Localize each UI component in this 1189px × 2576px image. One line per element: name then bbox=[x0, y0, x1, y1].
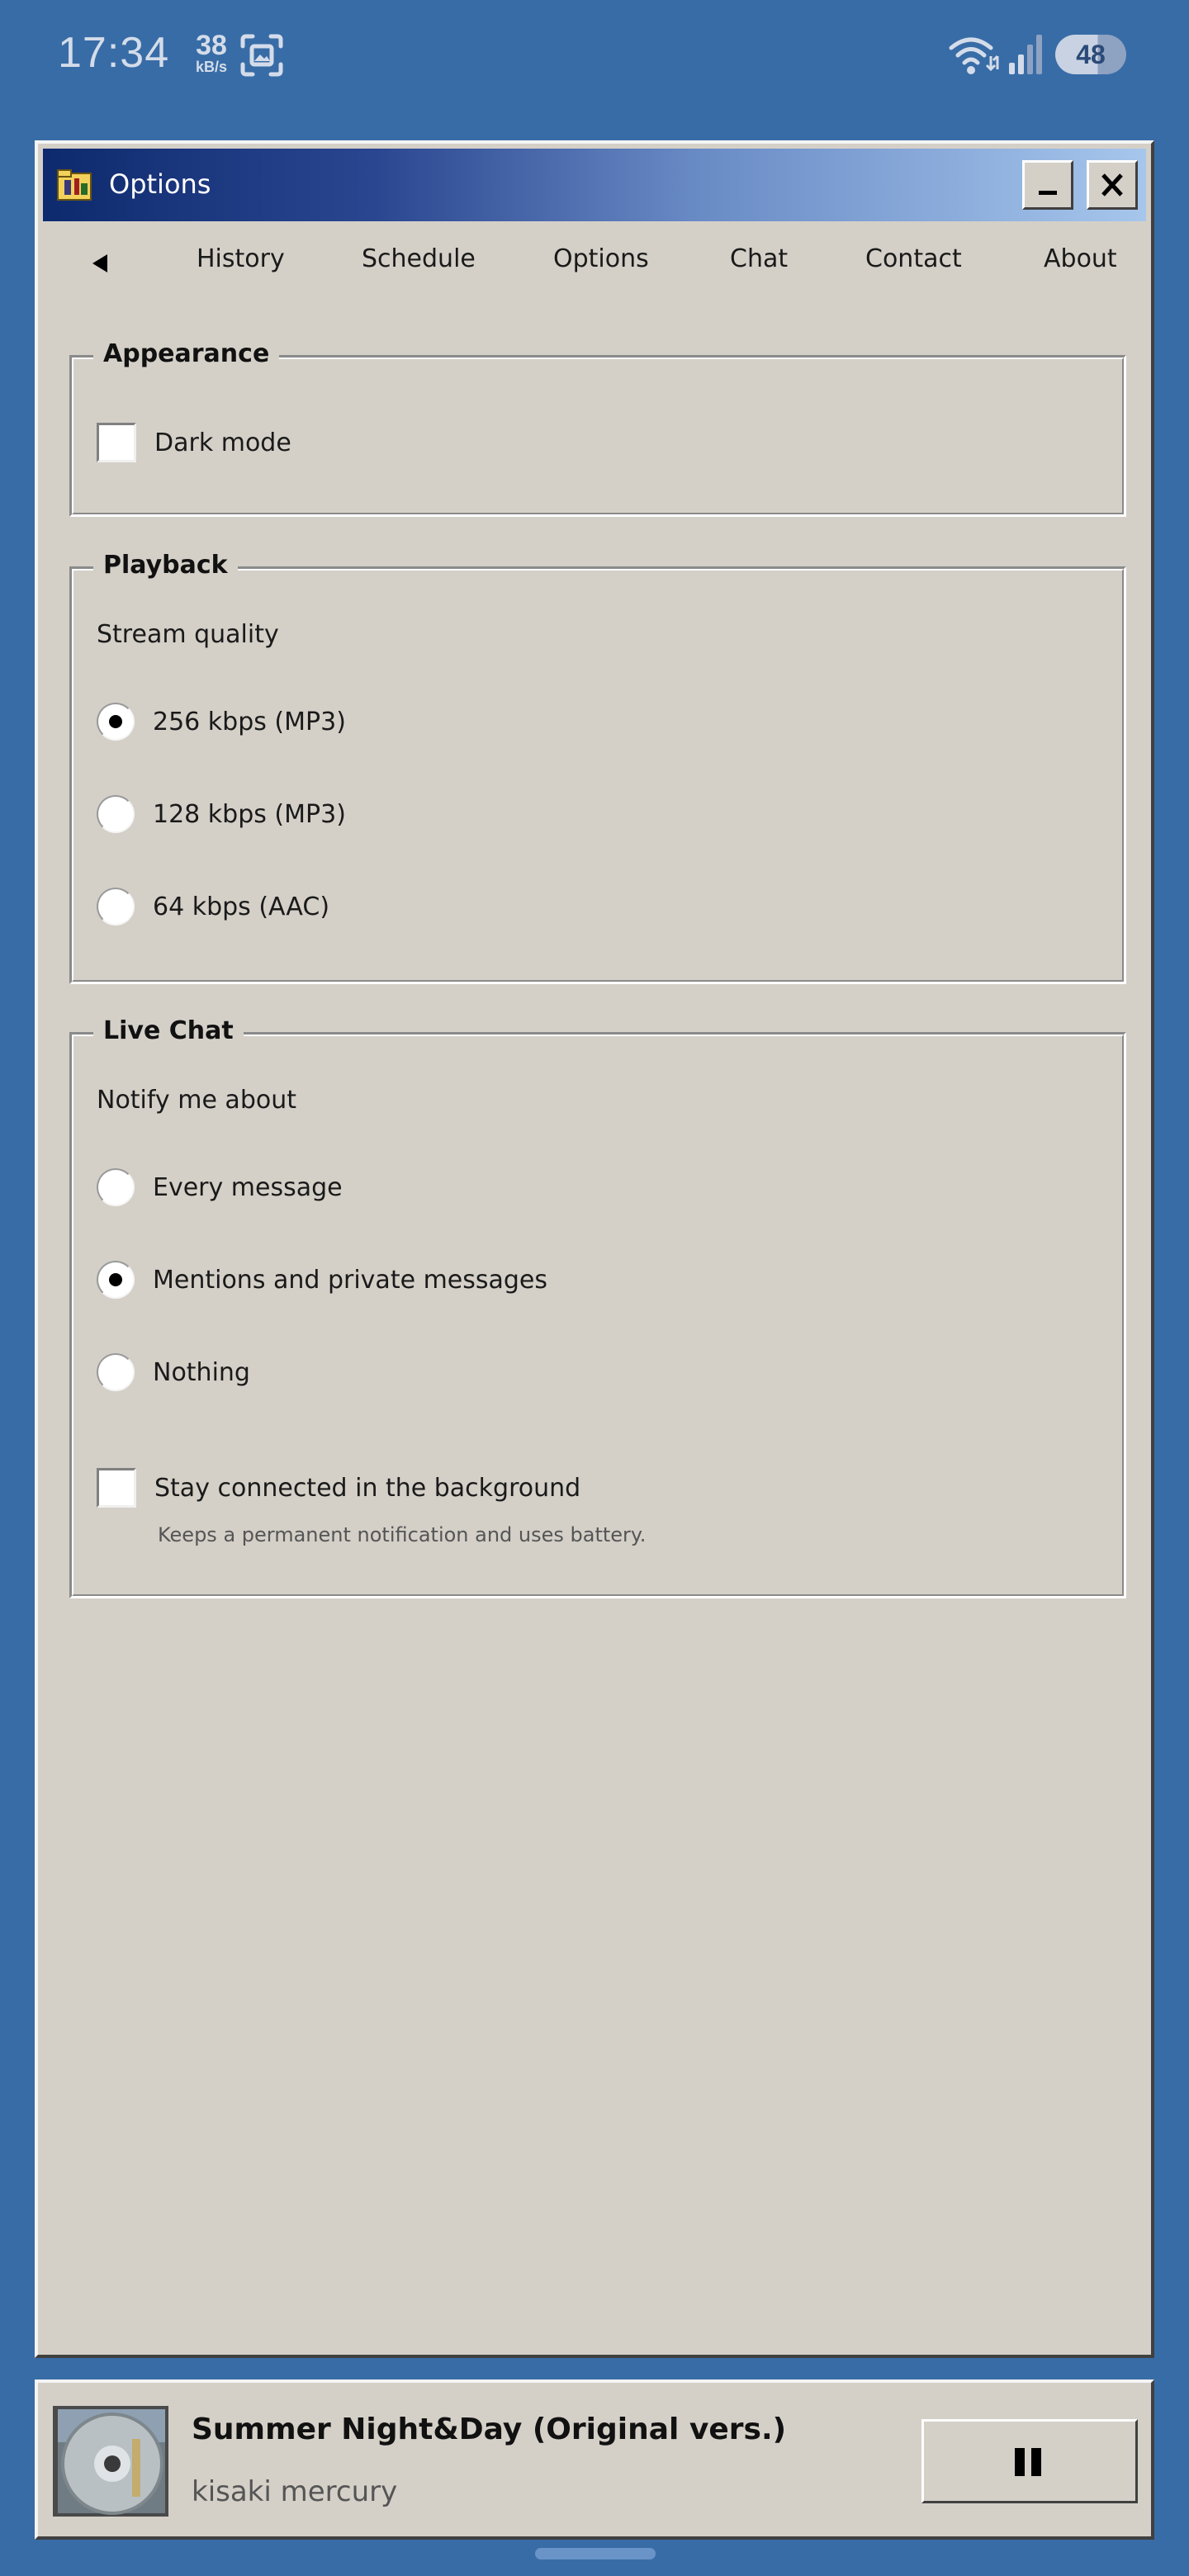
window-title: Options bbox=[109, 168, 211, 200]
quality-label-256: 256 kbps (MP3) bbox=[153, 707, 346, 736]
quality-label-128: 128 kbps (MP3) bbox=[153, 799, 346, 829]
options-window bbox=[35, 140, 1154, 2358]
pause-button[interactable] bbox=[921, 2419, 1138, 2503]
quality-radio-256[interactable] bbox=[97, 703, 135, 741]
background-connection-hint: Keeps a permanent notification and uses battery. bbox=[158, 1523, 647, 1546]
notify-radio-nothing[interactable] bbox=[97, 1353, 135, 1391]
tab-contact[interactable]: Contact bbox=[865, 244, 962, 273]
minimize-button[interactable] bbox=[1022, 160, 1073, 210]
notify-radio-mentions[interactable] bbox=[97, 1261, 135, 1299]
notify-label-nothing: Nothing bbox=[153, 1357, 250, 1387]
notify-label-mentions: Mentions and private messages bbox=[153, 1265, 548, 1295]
dark-mode-label: Dark mode bbox=[154, 428, 291, 457]
home-indicator[interactable] bbox=[535, 2548, 656, 2559]
live-chat-group bbox=[69, 1016, 1126, 1598]
background-connection-option[interactable] bbox=[97, 1467, 580, 1508]
quality-radio-64[interactable] bbox=[97, 888, 135, 926]
live-chat-legend: Live Chat bbox=[93, 1016, 244, 1045]
track-artist: kisaki mercury bbox=[192, 2475, 398, 2508]
background-connection-label: Stay connected in the background bbox=[154, 1473, 581, 1503]
quality-option-256[interactable] bbox=[97, 701, 346, 742]
background-connection-checkbox[interactable] bbox=[97, 1468, 136, 1508]
triangle-left-icon[interactable] bbox=[89, 251, 111, 276]
wifi-icon bbox=[948, 33, 1001, 78]
notify-option-every[interactable] bbox=[97, 1167, 343, 1208]
status-bar bbox=[0, 0, 1189, 116]
network-speed-unit: kB/s bbox=[195, 59, 228, 75]
network-speed bbox=[187, 31, 236, 74]
signal-icon bbox=[1007, 33, 1044, 76]
now-playing-bar bbox=[35, 2379, 1154, 2540]
minimize-icon bbox=[1025, 163, 1071, 207]
quality-radio-128[interactable] bbox=[97, 795, 135, 833]
title-bar[interactable] bbox=[43, 149, 1146, 221]
network-speed-value: 38 bbox=[196, 30, 227, 61]
playback-group bbox=[69, 551, 1126, 984]
tab-schedule[interactable]: Schedule bbox=[362, 244, 476, 273]
playback-legend: Playback bbox=[93, 551, 238, 580]
tab-about[interactable]: About bbox=[1044, 244, 1117, 273]
tab-options[interactable]: Options bbox=[553, 244, 649, 273]
notify-label: Notify me about bbox=[97, 1086, 296, 1115]
clock: 17:34 bbox=[58, 29, 170, 77]
tab-bar bbox=[43, 234, 1146, 292]
battery-icon: 48 bbox=[1055, 35, 1126, 74]
quality-option-64[interactable] bbox=[97, 886, 329, 927]
notify-option-nothing[interactable] bbox=[97, 1352, 250, 1393]
appearance-group bbox=[69, 339, 1126, 517]
notify-label-every: Every message bbox=[153, 1172, 343, 1202]
notify-radio-every[interactable] bbox=[97, 1168, 135, 1206]
album-art[interactable] bbox=[53, 2406, 168, 2517]
quality-option-128[interactable] bbox=[97, 793, 346, 835]
close-button[interactable] bbox=[1087, 160, 1138, 210]
track-title: Summer Night&Day (Original vers.) bbox=[192, 2413, 787, 2446]
stream-quality-label: Stream quality bbox=[97, 620, 279, 649]
dark-mode-option[interactable] bbox=[97, 422, 291, 463]
tab-history[interactable]: History bbox=[197, 244, 285, 273]
notify-option-mentions[interactable] bbox=[97, 1259, 547, 1300]
pause-icon bbox=[1011, 2446, 1045, 2478]
quality-label-64: 64 kbps (AAC) bbox=[153, 892, 330, 921]
folder-app-icon bbox=[56, 167, 92, 203]
appearance-legend: Appearance bbox=[93, 339, 279, 368]
screenshot-icon bbox=[239, 33, 284, 78]
tab-chat[interactable]: Chat bbox=[730, 244, 789, 273]
close-icon bbox=[1089, 163, 1135, 207]
dark-mode-checkbox[interactable] bbox=[97, 423, 136, 462]
